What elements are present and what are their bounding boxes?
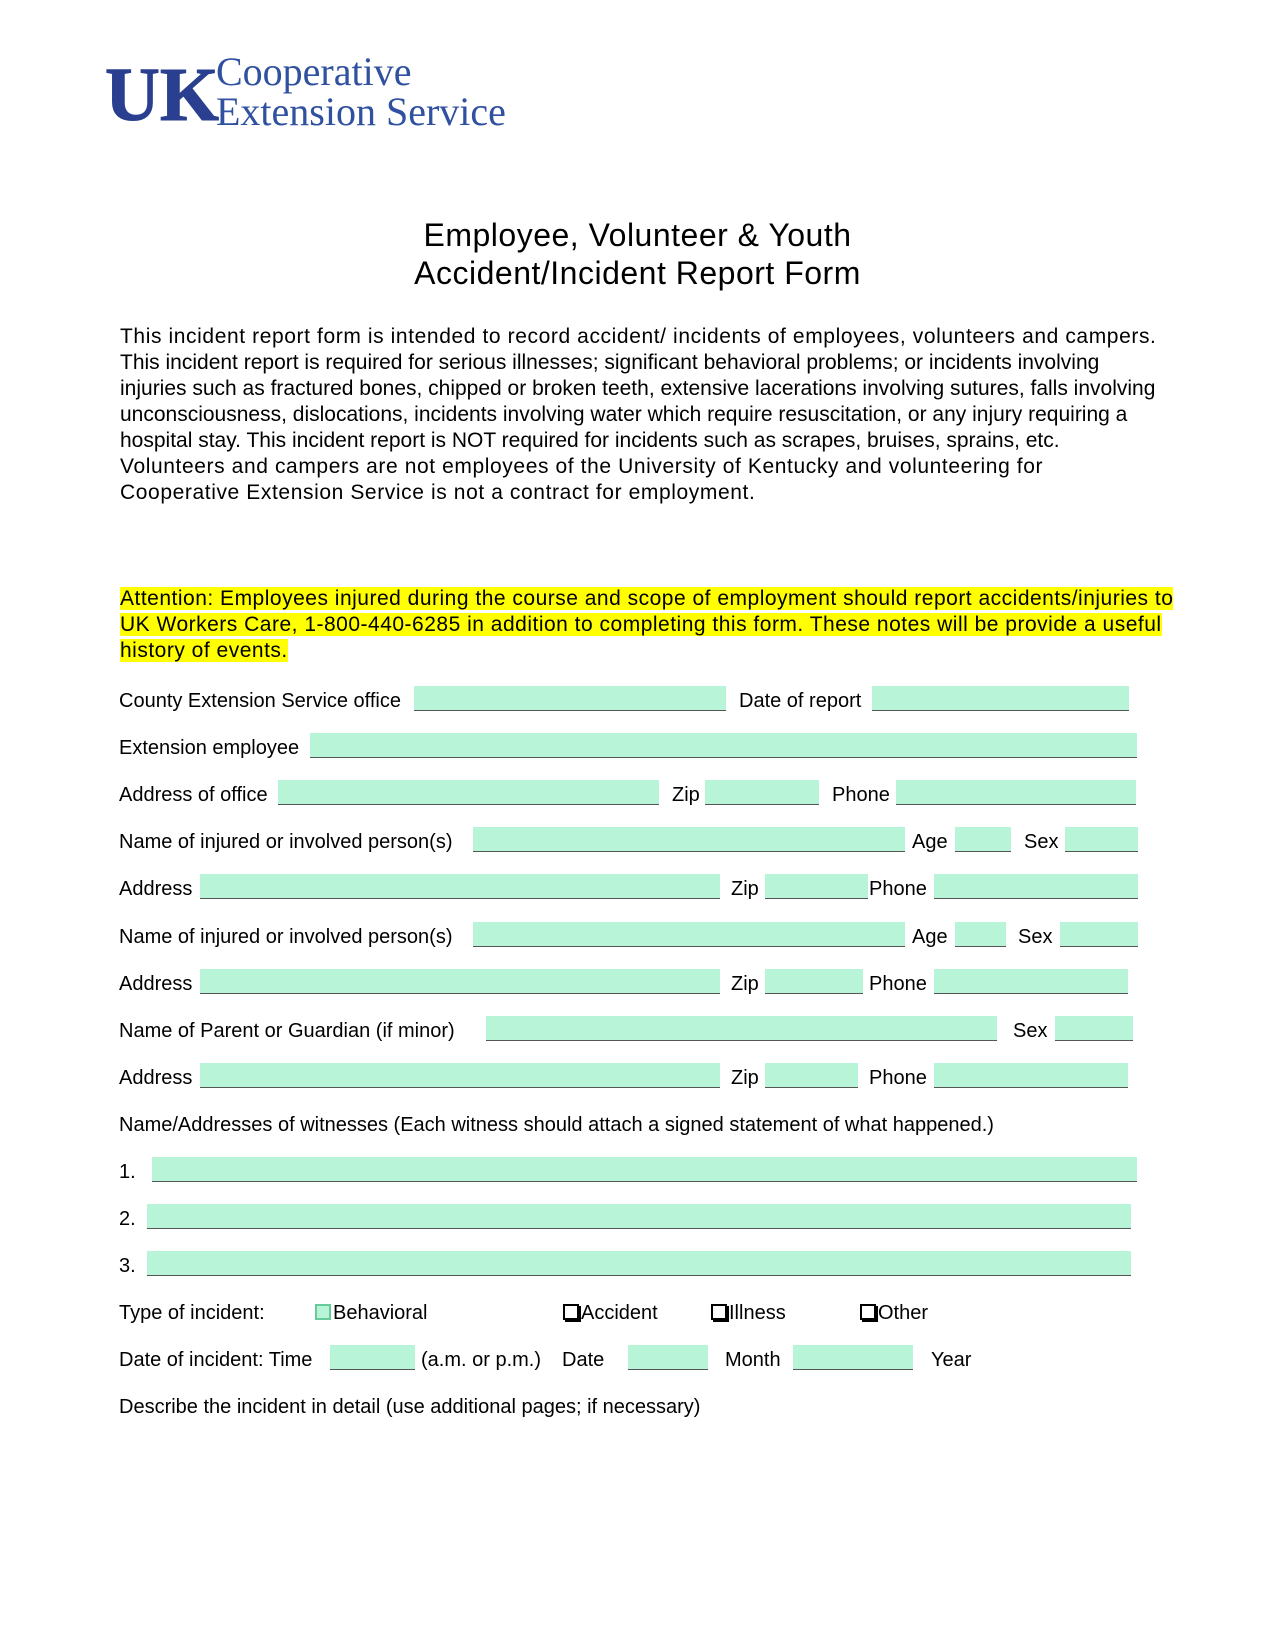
injured-name-field-1[interactable] xyxy=(473,827,905,852)
witness-3-label: 3. xyxy=(119,1255,136,1277)
incident-month-field[interactable] xyxy=(793,1345,913,1370)
date-label: Date xyxy=(562,1349,605,1371)
accident-label: Accident xyxy=(581,1302,658,1324)
address-label-3: Address xyxy=(119,1067,193,1089)
zip-label-2: Zip xyxy=(731,973,759,995)
parent-name-label: Name of Parent or Guardian (if minor) xyxy=(119,1020,455,1042)
intro-paragraph-3: Volunteers and campers are not employees of the University of Kentucky and volunteering for Cooperative Extension Service is not a contract for employment. xyxy=(120,455,1044,504)
other-checkbox[interactable] xyxy=(860,1302,928,1325)
witness-1-field[interactable] xyxy=(152,1157,1137,1182)
sex-label-2: Sex xyxy=(1018,926,1053,948)
injured-name-label-2: Name of injured or involved person(s) xyxy=(119,926,453,948)
office-zip-field[interactable] xyxy=(705,780,819,805)
zip-label-3: Zip xyxy=(731,1067,759,1089)
phone-field-3[interactable] xyxy=(934,1063,1128,1088)
date-of-report-label: Date of report xyxy=(739,690,862,712)
month-label: Month xyxy=(725,1349,781,1371)
age-field-2[interactable] xyxy=(955,922,1006,947)
row-witness-2 xyxy=(0,1204,1275,1234)
age-field-1[interactable] xyxy=(955,827,1011,852)
type-of-incident-label: Type of incident: xyxy=(119,1302,265,1324)
svg-text:UK: UK xyxy=(105,53,219,137)
intro-paragraph-2: This incident report is required for serious illnesses; significant behavioral problems; or incidents involving injuries such as fractured bones, chipped or broken teeth, extensive lacerations involving sutures, falls involving unconsciousness, dislocations, incidents involving water which require resuscitation, or any injury requiring a hospital stay. This incident report is NOT required for incidents such as scrapes, bruises, sprains, etc. xyxy=(120,351,1156,452)
witness-3-field[interactable] xyxy=(147,1251,1131,1276)
checkbox-icon xyxy=(315,1304,331,1320)
incident-time-field[interactable] xyxy=(330,1345,415,1370)
row-address-3 xyxy=(0,1063,1275,1093)
describe-label: Describe the incident in detail (use additional pages; if necessary) xyxy=(119,1396,701,1418)
zip-field-3[interactable] xyxy=(765,1063,858,1088)
page-title-line-2: Accident/Incident Report Form xyxy=(414,255,861,291)
year-label: Year xyxy=(931,1349,972,1371)
logo-line-2: Extension Service xyxy=(216,89,506,134)
row-county-office xyxy=(0,686,1275,716)
parent-name-field[interactable] xyxy=(486,1016,997,1041)
phone-label-1: Phone xyxy=(869,878,927,900)
row-injured-person-2 xyxy=(0,922,1275,952)
behavioral-checkbox[interactable] xyxy=(315,1302,428,1325)
intro-paragraph-1: This incident report form is intended to record accident/ incidents of employees, volunteers and campers. xyxy=(120,325,1157,348)
checkbox-icon xyxy=(860,1304,876,1320)
parent-sex-field[interactable] xyxy=(1055,1016,1133,1041)
page-title-line-1: Employee, Volunteer & Youth xyxy=(423,217,852,253)
address-field-3[interactable] xyxy=(200,1063,720,1088)
uk-logo-mark-icon xyxy=(105,53,219,137)
age-label-2: Age xyxy=(912,926,948,948)
logo xyxy=(105,49,554,137)
accident-checkbox[interactable] xyxy=(563,1302,658,1325)
ampm-label: (a.m. or p.m.) xyxy=(421,1349,542,1371)
age-label-1: Age xyxy=(912,831,948,853)
address-field-2[interactable] xyxy=(200,969,720,994)
sex-field-2[interactable] xyxy=(1060,922,1138,947)
date-time-label: Date of incident: Time xyxy=(119,1349,313,1371)
attention-text: Attention: Employees injured during the course and scope of employment should report accidents/injuries to UK Workers Care, 1-800-440-6285 in addition to completing this form. These notes will be provide a useful history of events. xyxy=(120,587,1174,662)
row-date-of-incident xyxy=(0,1345,1275,1375)
row-extension-employee xyxy=(0,733,1275,763)
phone-label-2: Phone xyxy=(869,973,927,995)
zip-field-1[interactable] xyxy=(765,874,868,899)
county-office-field[interactable] xyxy=(414,686,726,711)
behavioral-label: Behavioral xyxy=(333,1302,428,1324)
intro-text xyxy=(120,324,1160,506)
witness-1-label: 1. xyxy=(119,1161,136,1183)
witnesses-label: Name/Addresses of witnesses (Each witness should attach a signed statement of what happened.) xyxy=(119,1114,994,1136)
other-label: Other xyxy=(878,1302,929,1324)
checkbox-icon xyxy=(563,1304,579,1320)
row-injured-person-1 xyxy=(0,827,1275,857)
illness-label: Illness xyxy=(729,1302,786,1324)
incident-date-field[interactable] xyxy=(628,1345,708,1370)
office-zip-label: Zip xyxy=(672,784,700,806)
row-parent-guardian xyxy=(0,1016,1275,1046)
address-of-office-label: Address of office xyxy=(119,784,268,806)
office-phone-field[interactable] xyxy=(896,780,1136,805)
row-witnesses-heading xyxy=(0,1110,1275,1140)
injured-name-field-2[interactable] xyxy=(473,922,905,947)
logo-line-1: Cooperative xyxy=(216,49,412,94)
address-field-1[interactable] xyxy=(200,874,720,899)
address-of-office-field[interactable] xyxy=(278,780,659,805)
phone-field-2[interactable] xyxy=(934,969,1128,994)
parent-sex-label: Sex xyxy=(1013,1020,1048,1042)
phone-field-1[interactable] xyxy=(934,874,1138,899)
witness-2-label: 2. xyxy=(119,1208,136,1230)
county-office-label: County Extension Service office xyxy=(119,690,402,712)
injured-name-label-1: Name of injured or involved person(s) xyxy=(119,831,453,853)
zip-label-1: Zip xyxy=(731,878,759,900)
office-phone-label: Phone xyxy=(832,784,890,806)
row-describe-incident xyxy=(0,1392,1275,1422)
row-address-1 xyxy=(0,874,1275,904)
date-of-report-field[interactable] xyxy=(872,686,1129,711)
witness-2-field[interactable] xyxy=(147,1204,1131,1229)
row-type-of-incident xyxy=(0,1298,1275,1328)
phone-label-3: Phone xyxy=(869,1067,927,1089)
checkbox-icon xyxy=(711,1304,727,1320)
sex-label-1: Sex xyxy=(1024,831,1059,853)
address-label-1: Address xyxy=(119,878,193,900)
illness-checkbox[interactable] xyxy=(711,1302,786,1325)
extension-employee-field[interactable] xyxy=(310,733,1137,758)
row-witness-3 xyxy=(0,1251,1275,1281)
zip-field-2[interactable] xyxy=(765,969,863,994)
extension-employee-label: Extension employee xyxy=(119,737,300,759)
address-label-2: Address xyxy=(119,973,193,995)
sex-field-1[interactable] xyxy=(1065,827,1138,852)
row-address-of-office xyxy=(0,780,1275,810)
attention-notice xyxy=(120,586,1180,664)
row-witness-1 xyxy=(0,1157,1275,1187)
row-address-2 xyxy=(0,969,1275,999)
